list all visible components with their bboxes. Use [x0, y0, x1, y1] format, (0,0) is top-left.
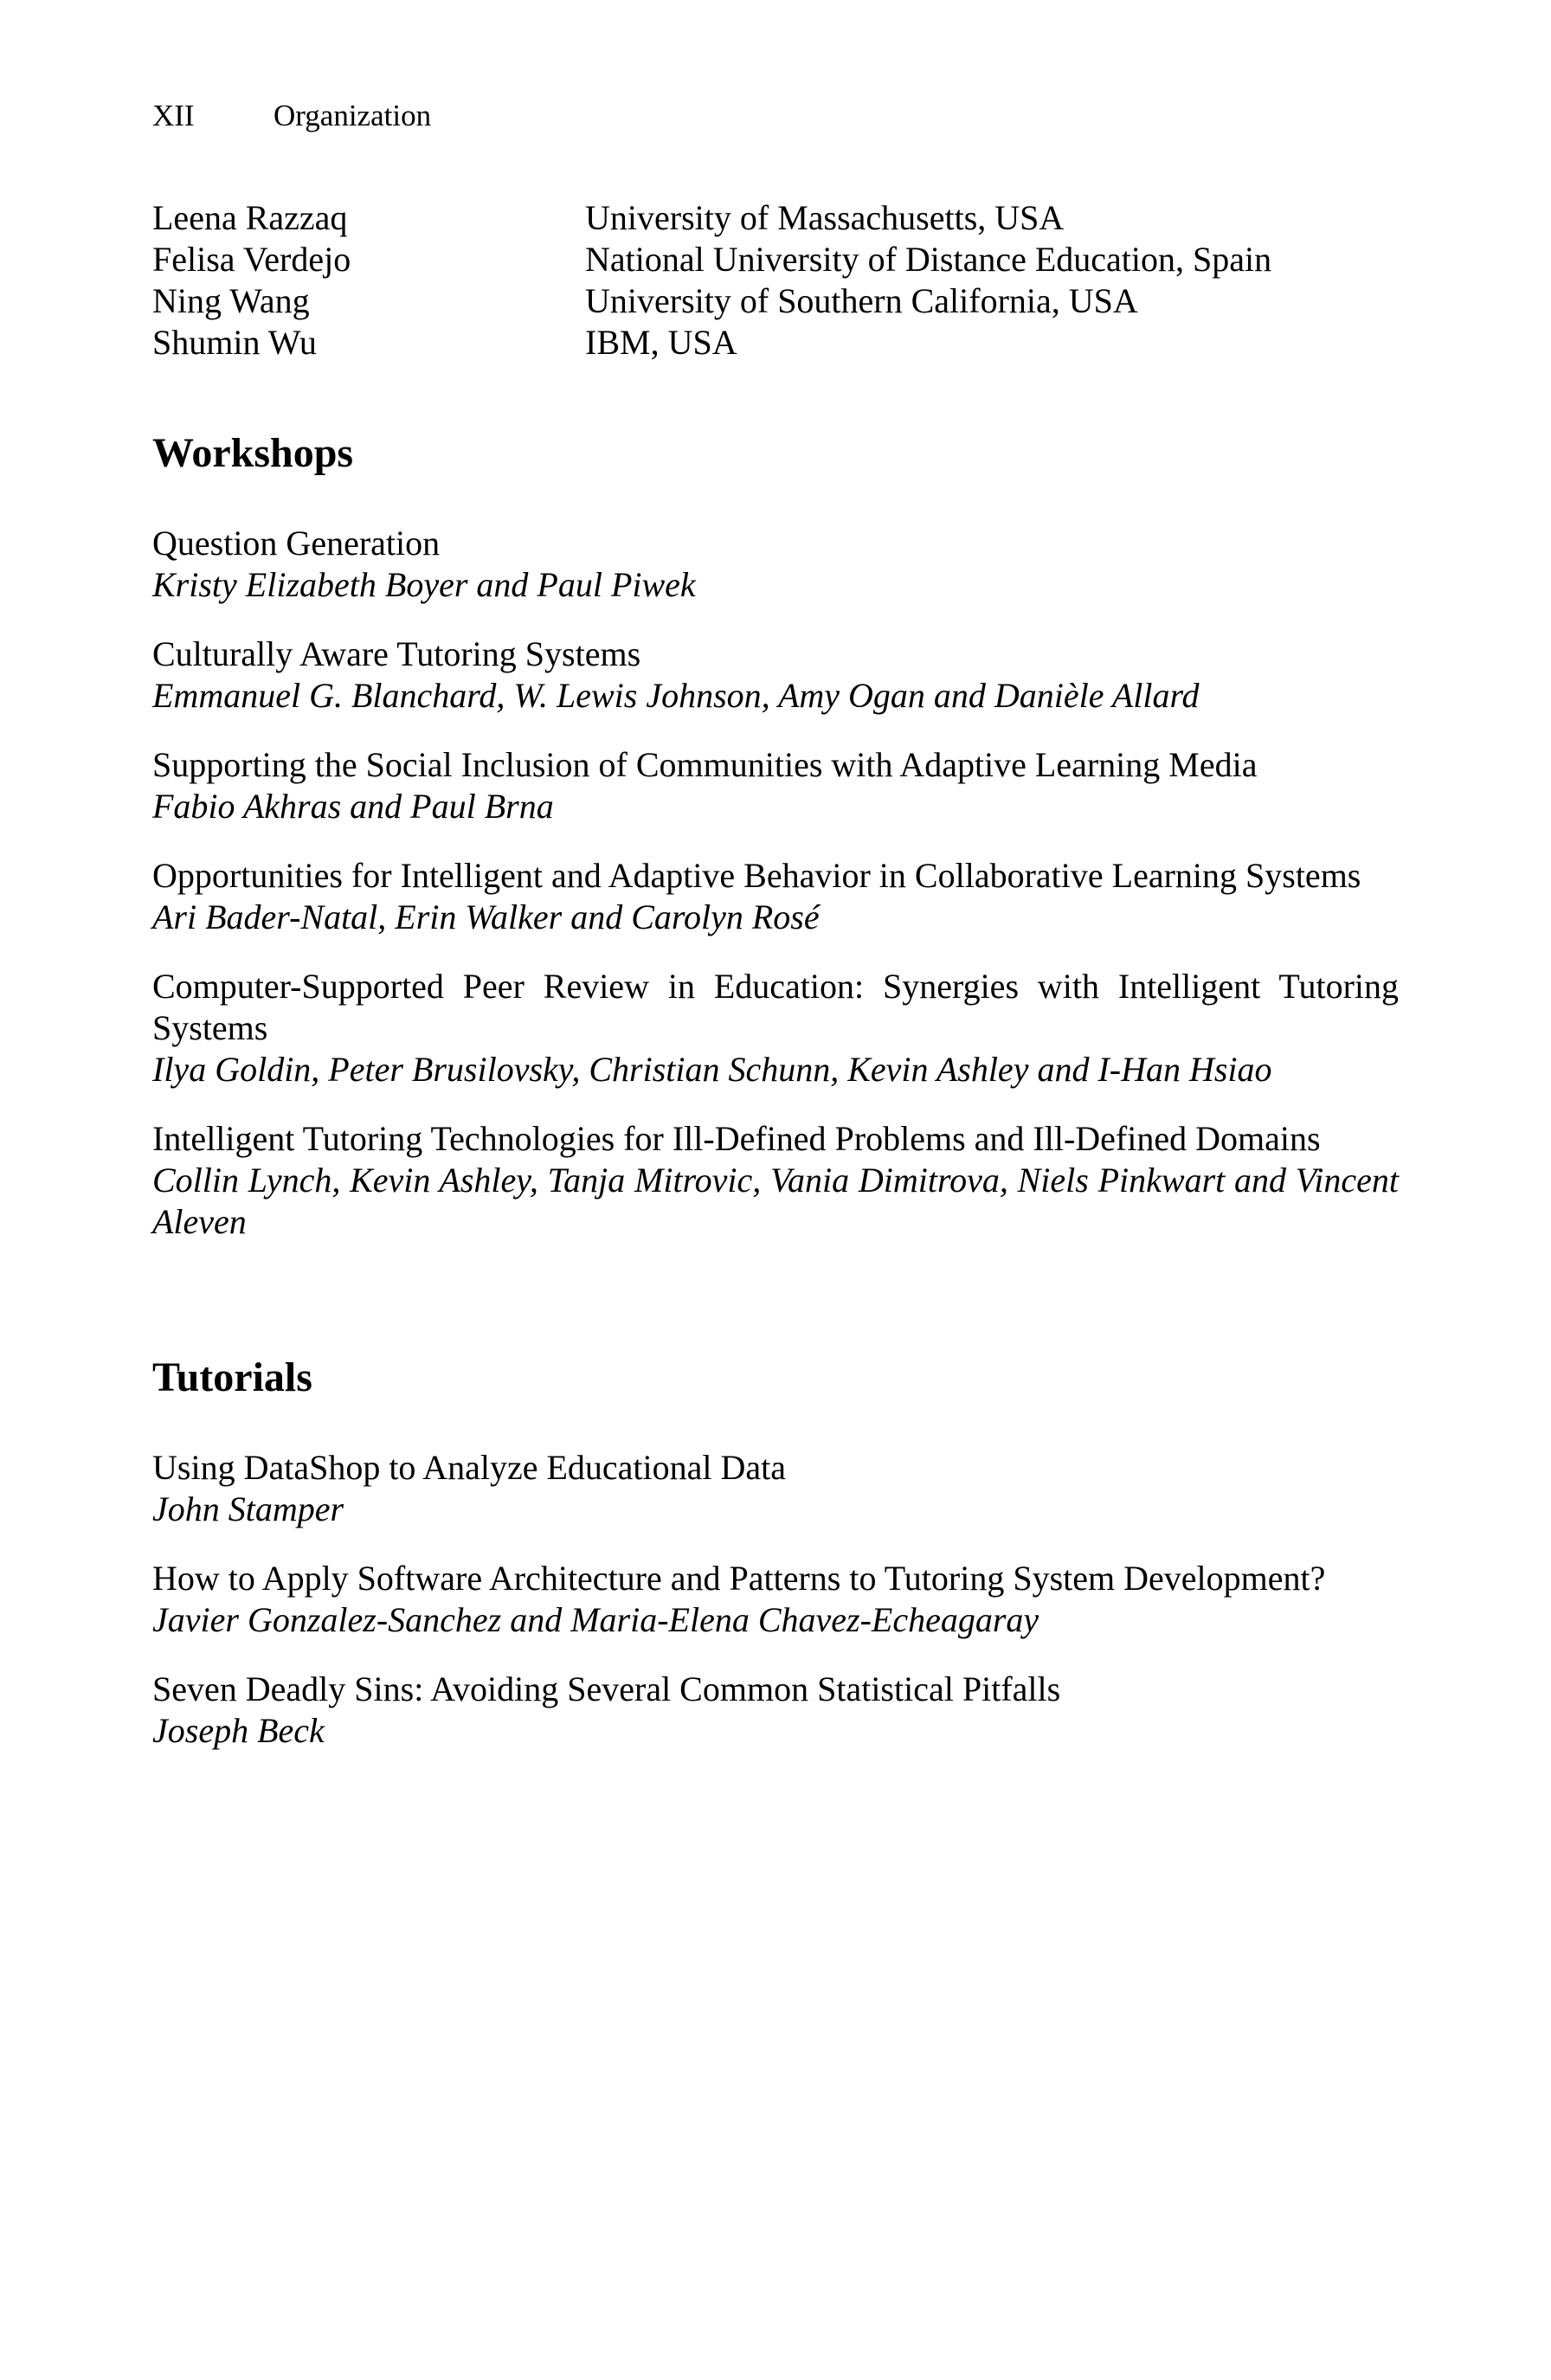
tutorial-title: Seven Deadly Sins: Avoiding Several Common Statistical Pitfalls [152, 1669, 1061, 1708]
page-number: XII [152, 99, 195, 132]
workshop-title: Computer-Supported Peer Review in Education: Synergies with Intelligent Tutoring Systems [152, 967, 1399, 1047]
tutorial-title: How to Apply Software Architecture and Patterns to Tutoring System Development? [152, 1559, 1326, 1598]
tutorial-authors: Joseph Beck [152, 1711, 325, 1750]
workshop-authors: Ilya Goldin, Peter Brusilovsky, Christian Schunn, Kevin Ashley and I-Han Hsiao [152, 1050, 1272, 1089]
member-name: Shumin Wu [152, 323, 317, 362]
tutorials-list [152, 1447, 1399, 1779]
workshops-heading: Workshops [152, 430, 354, 476]
workshop-entry [152, 634, 1399, 717]
tutorial-authors: Javier Gonzalez-Sanchez and Maria-Elena Chavez-Echeagaray [152, 1600, 1039, 1639]
member-affiliation: University of Southern California, USA [585, 281, 1138, 320]
workshop-authors: Fabio Akhras and Paul Brna [152, 787, 554, 826]
running-header [152, 97, 431, 135]
member-name: Ning Wang [152, 281, 310, 320]
workshop-authors: Ari Bader-Natal, Erin Walker and Carolyn Rosé [152, 897, 820, 936]
workshop-authors: Collin Lynch, Kevin Ashley, Tanja Mitrovic, Vania Dimitrova, Niels Pinkwart and Vincent Aleven [152, 1161, 1399, 1241]
workshops-list [152, 523, 1399, 1270]
member-row [152, 239, 1399, 280]
tutorial-title: Using DataShop to Analyze Educational Data [152, 1448, 787, 1487]
workshop-entry [152, 523, 1399, 606]
tutorial-entry [152, 1447, 1399, 1530]
workshop-title: Intelligent Tutoring Technologies for Ill-Defined Problems and Ill-Defined Domains [152, 1119, 1321, 1158]
workshop-title: Opportunities for Intelligent and Adaptive Behavior in Collaborative Learning Systems [152, 856, 1361, 895]
member-row [152, 322, 1399, 363]
running-title: Organization [274, 99, 432, 132]
workshop-title: Culturally Aware Tutoring Systems [152, 634, 641, 673]
workshop-entry [152, 966, 1399, 1090]
committee-member-list [152, 197, 1399, 363]
tutorial-authors: John Stamper [152, 1489, 344, 1528]
tutorial-entry [152, 1558, 1399, 1641]
workshop-entry [152, 855, 1399, 938]
member-name: Felisa Verdejo [152, 240, 351, 279]
tutorials-heading: Tutorials [152, 1354, 312, 1400]
member-row [152, 197, 1399, 239]
member-affiliation: University of Massachusetts, USA [585, 198, 1065, 237]
member-affiliation: IBM, USA [585, 323, 737, 362]
workshop-entry [152, 744, 1399, 827]
member-name: Leena Razzaq [152, 198, 348, 237]
member-affiliation: National University of Distance Education, Spain [585, 240, 1272, 279]
workshop-entry [152, 1118, 1399, 1243]
workshop-authors: Kristy Elizabeth Boyer and Paul Piwek [152, 565, 696, 604]
tutorial-entry [152, 1669, 1399, 1752]
member-row [152, 280, 1399, 322]
workshop-title: Supporting the Social Inclusion of Communities with Adaptive Learning Media [152, 745, 1258, 784]
workshop-authors: Emmanuel G. Blanchard, W. Lewis Johnson, Amy Ogan and Danièle Allard [152, 676, 1200, 715]
workshop-title: Question Generation [152, 524, 441, 563]
